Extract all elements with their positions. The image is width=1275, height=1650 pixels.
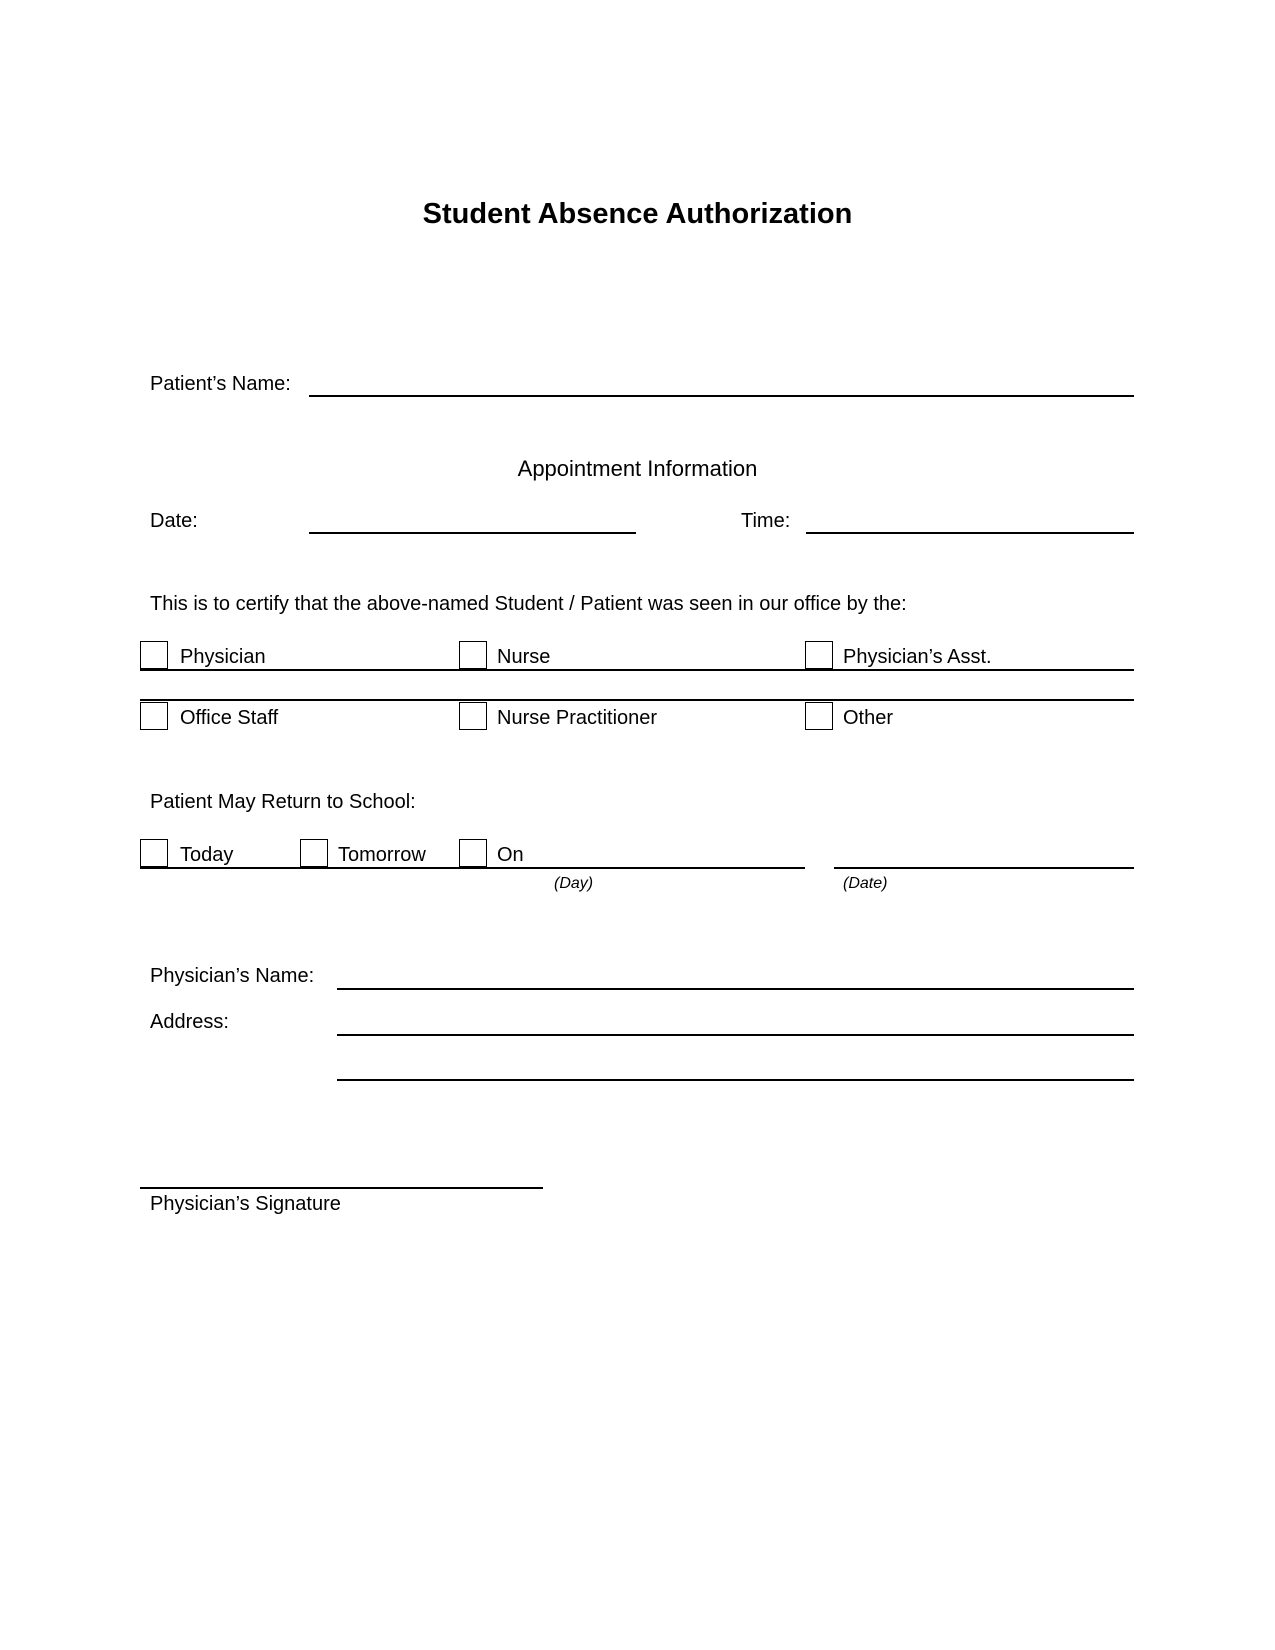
checkbox-tomorrow[interactable] [300,839,328,867]
address-field-line-2[interactable] [337,1079,1134,1081]
address-label: Address: [150,1011,229,1033]
signature-label: Physician’s Signature [150,1193,341,1215]
checkbox-office-staff[interactable] [140,702,168,730]
option-nurse-practitioner-label: Nurse Practitioner [497,707,658,729]
seen-by-row-1-rule [140,669,1134,671]
return-label: Patient May Return to School: [150,791,416,813]
time-label: Time: [741,510,791,532]
option-tomorrow-label: Tomorrow [338,844,426,866]
checkbox-nurse[interactable] [459,641,487,669]
address-field-line-1[interactable] [337,1034,1134,1036]
return-row-rule [140,867,805,869]
seen-by-row-2-rule [140,699,1134,701]
time-field[interactable] [806,532,1134,534]
date-caption: (Date) [843,875,888,892]
patient-name-label: Patient’s Name: [150,373,291,395]
option-today-label: Today [180,844,234,866]
option-physician-label: Physician [180,646,266,668]
day-caption: (Day) [554,875,594,892]
option-office-staff-label: Office Staff [180,707,279,729]
checkbox-physicians-asst[interactable] [805,641,833,669]
physician-name-label: Physician’s Name: [150,965,315,987]
option-on-label: On [497,844,524,866]
form-title: Student Absence Authorization [422,198,853,230]
certify-text: This is to certify that the above-named Student / Patient was seen in our office by the: [150,593,907,615]
checkbox-physician[interactable] [140,641,168,669]
option-other-label: Other [843,707,894,729]
date-label: Date: [150,510,198,532]
appointment-heading: Appointment Information [517,456,758,481]
checkbox-on[interactable] [459,839,487,867]
date-field[interactable] [309,532,636,534]
physician-name-field[interactable] [337,988,1134,990]
return-date-field[interactable] [834,867,1134,869]
option-nurse-label: Nurse [497,646,551,668]
checkbox-nurse-practitioner[interactable] [459,702,487,730]
checkbox-today[interactable] [140,839,168,867]
patient-name-field[interactable] [309,395,1134,397]
signature-field[interactable] [140,1187,543,1189]
option-physicians-asst-label: Physician’s Asst. [843,646,992,668]
checkbox-other[interactable] [805,702,833,730]
